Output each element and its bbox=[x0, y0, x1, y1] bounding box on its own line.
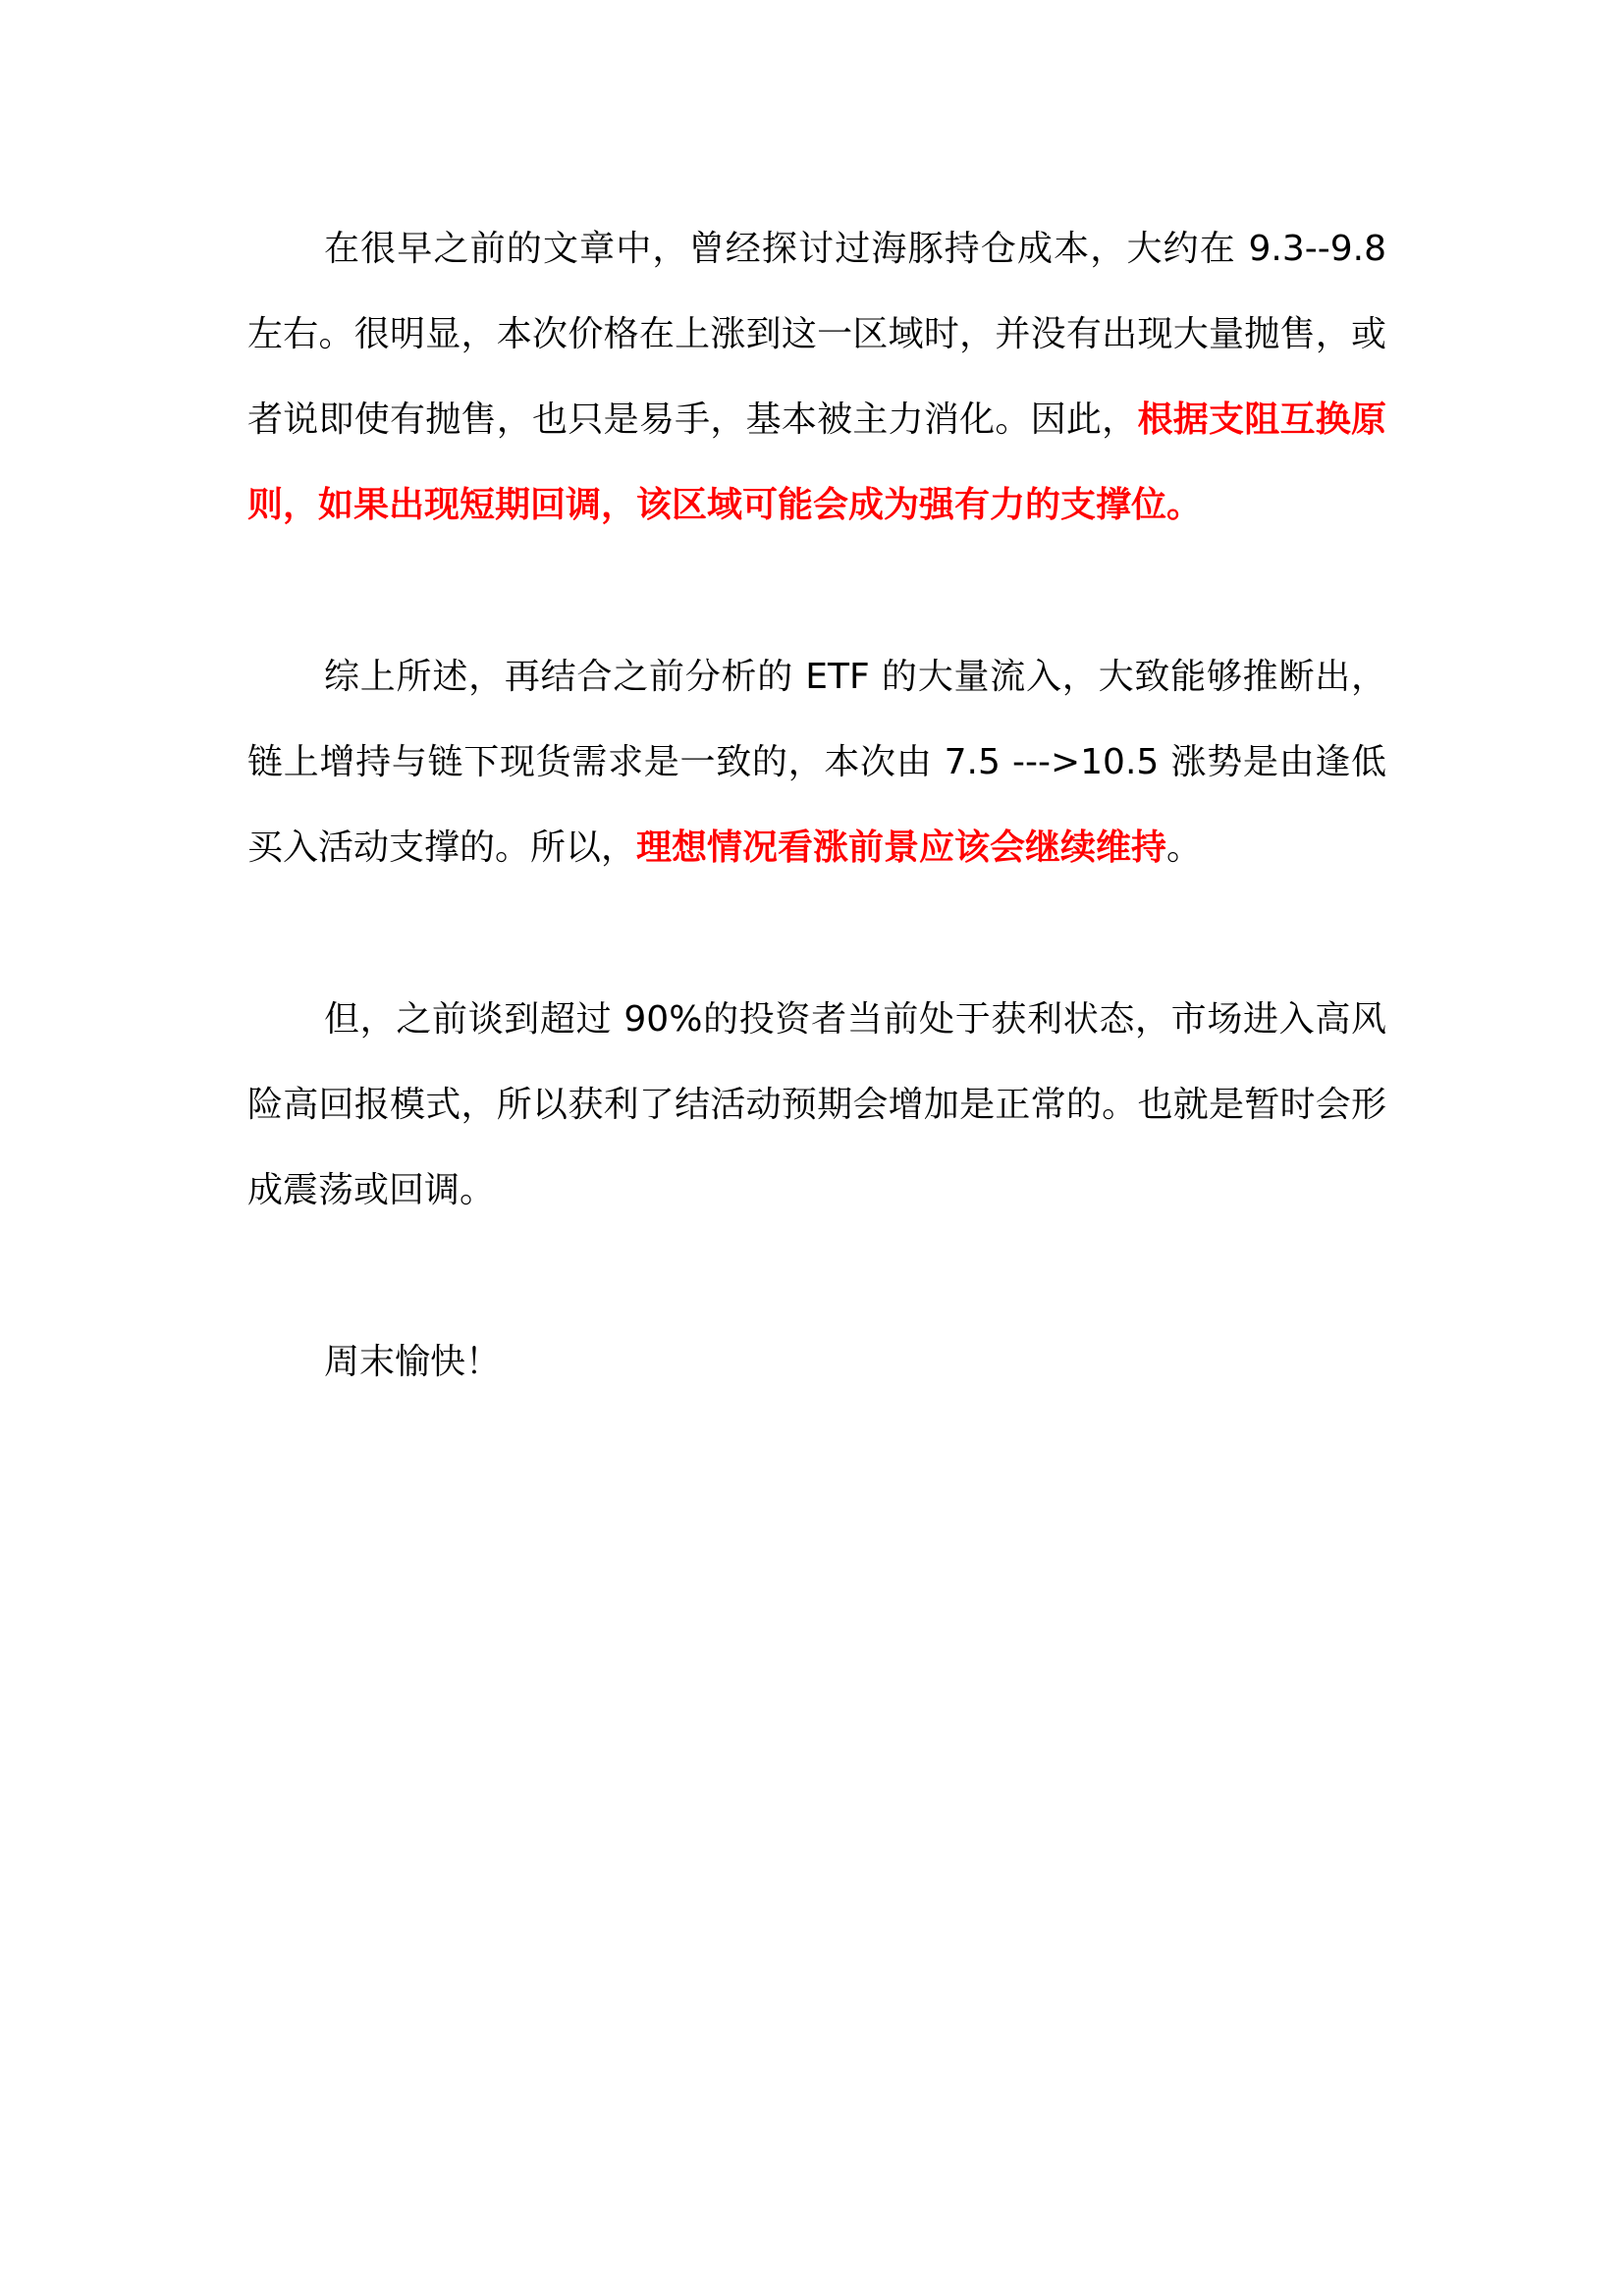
paragraph-text: 在很早之前的文章中，曾经探讨过海豚持仓成本，大约在 9.3--9.8 左右。很明显，本次价格在上涨到这一区域时，并没有出现大量抛售，或者说即使有抛售，也只是易手，基本被主力消化。因此， bbox=[247, 229, 1386, 440]
paragraph-spacer bbox=[247, 548, 1386, 634]
document-body bbox=[247, 206, 1386, 1405]
paragraph-text: 周末愉快！ bbox=[324, 1342, 502, 1382]
paragraph-etf-inflow bbox=[247, 634, 1386, 890]
paragraph-text: 但，之前谈到超过 90%的投资者当前处于获利状态，市场进入高风险高回报模式，所以获利了结活动预期会增加是正常的。也就是暂时会形成震荡或回调。 bbox=[247, 999, 1386, 1210]
paragraph-spacer bbox=[247, 1233, 1386, 1319]
paragraph-profit-taking bbox=[247, 977, 1386, 1233]
paragraph-spacer bbox=[247, 890, 1386, 977]
highlighted-support-text: 根据支阻互换原则，如果出现短期回调，该区域可能会成为强有力的支撑位。 bbox=[247, 400, 1386, 525]
paragraph-text: 综上所述，再结合之前分析的 ETF 的大量流入，大致能够推断出，链上增持与链下现货需求是一致的，本次由 7.5 --->10.5 涨势是由逢低买入活动支撑的。所以， bbox=[247, 657, 1386, 868]
highlighted-outlook-text: 理想情况看涨前景应该会继续维持 bbox=[636, 828, 1167, 868]
paragraph-closing bbox=[247, 1319, 1386, 1405]
paragraph-cost-basis bbox=[247, 206, 1386, 548]
paragraph-text: 。 bbox=[1166, 828, 1203, 868]
